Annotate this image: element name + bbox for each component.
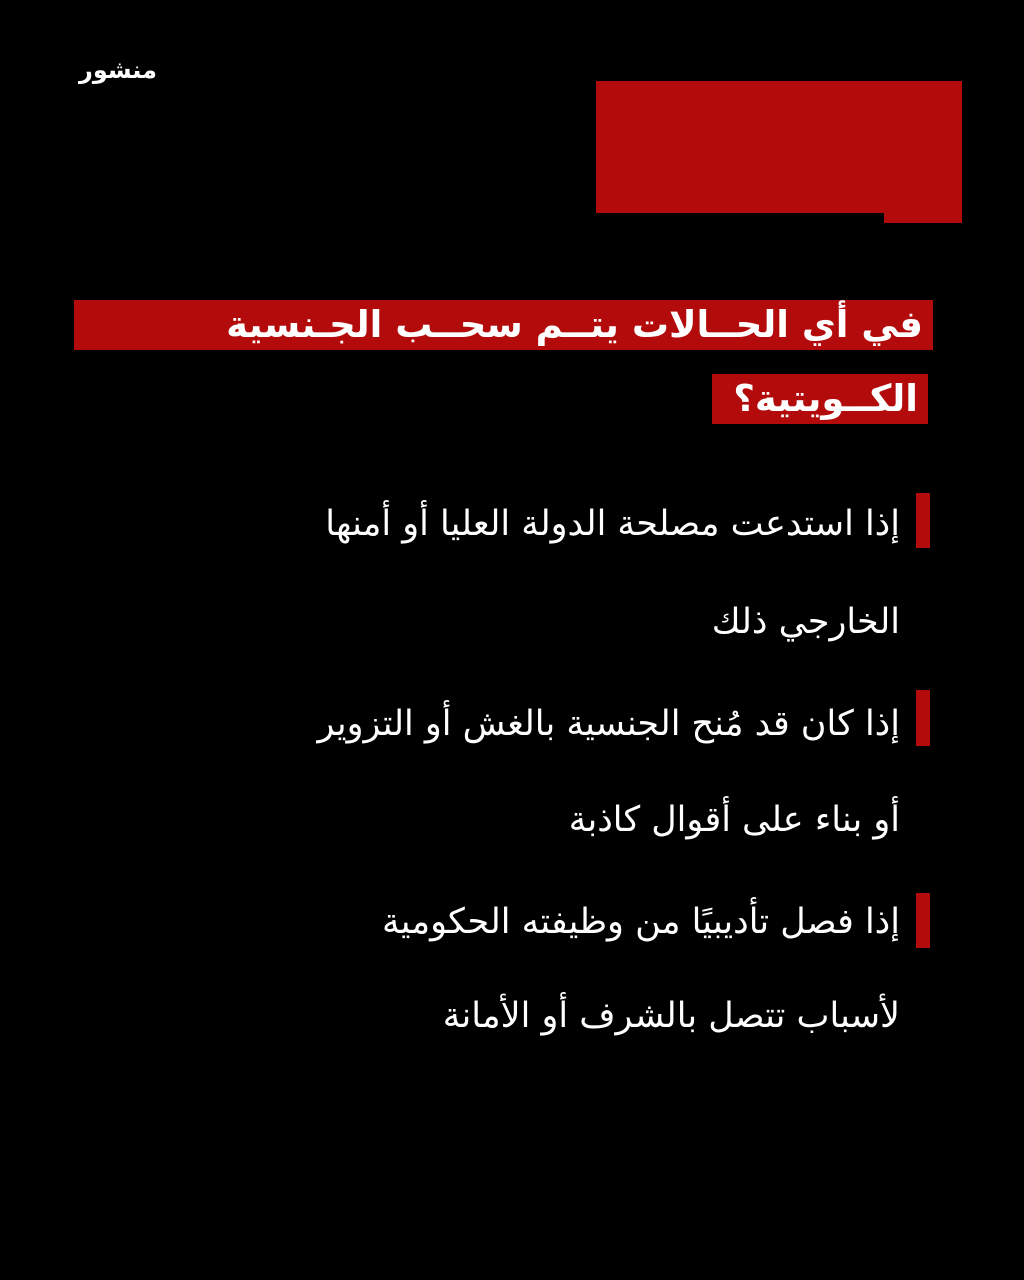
bullet-1-line-1: إذا استدعت مصلحة الدولة العليا أو أمنها <box>325 504 900 544</box>
bullet-marker-1 <box>916 493 930 548</box>
headline-line-1: في أي الحــالات يتــم سحــب الجـنسية <box>74 300 933 350</box>
headline-line-2: الكــويتية؟ <box>712 374 928 424</box>
bullet-marker-2 <box>916 690 930 746</box>
bullet-marker-3 <box>916 893 930 948</box>
red-decorative-tab <box>884 212 962 223</box>
bullet-2-line-2: أو بناء على أقوال كاذبة <box>568 800 900 840</box>
bullet-3-line-1: إذا فصل تأديبيًا من وظيفته الحكومية <box>382 902 900 942</box>
brand-logo: منشور <box>79 56 157 84</box>
bullet-3-line-2: لأسباب تتصل بالشرف أو الأمانة <box>442 996 900 1036</box>
bullet-1-line-2: الخارجي ذلك <box>711 602 900 642</box>
bullet-2-line-1: إذا كان قد مُنح الجنسية بالغش أو التزوير <box>317 704 900 744</box>
red-decorative-block <box>596 81 962 213</box>
